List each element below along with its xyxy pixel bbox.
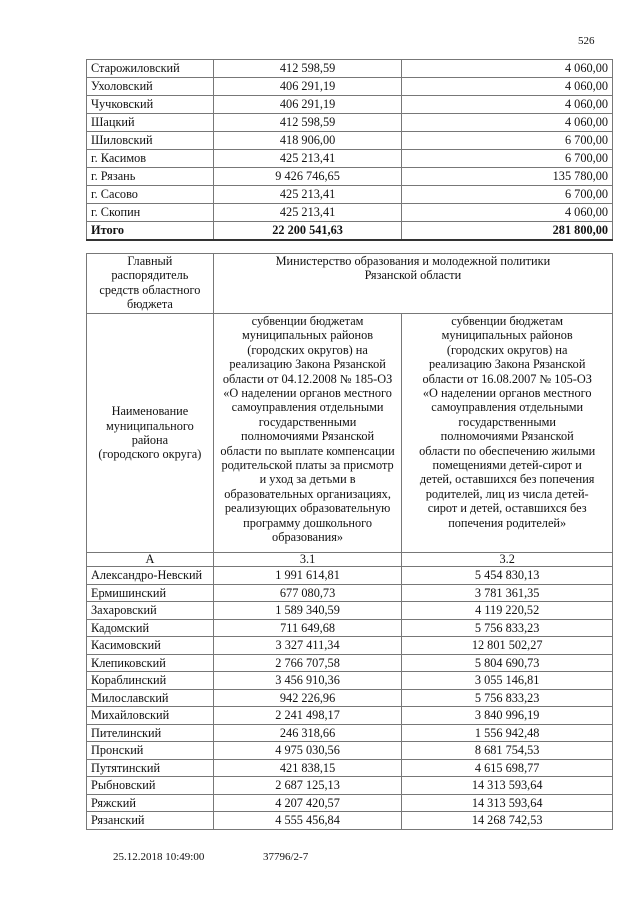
value-col-2: 5 804 690,73 — [402, 654, 613, 672]
distributor-label: Главный распорядитель средств областного бюджета — [87, 254, 214, 314]
value-col-1: 425 213,41 — [213, 150, 402, 168]
value-col-1: 677 080,73 — [213, 584, 402, 602]
value-col-2: 5 756 833,23 — [402, 619, 613, 637]
municipality-name: Чучковский — [87, 96, 214, 114]
value-col-1: 412 598,59 — [213, 114, 402, 132]
value-col-1: 406 291,19 — [213, 78, 402, 96]
top-table — [86, 59, 613, 241]
column-3-1-header: субвенции бюджетам муниципальных районов (городских округов) на реализацию Закона Рязанской области от 04.12.2008 № 185-ОЗ «О наделении органов местного самоуправления отдельными государственными полномочиями Рязанской области по выплате компенсации родительской платы за присмотр и уход за детьми в образовательных организациях, реализующих образовательную программу дошкольного образования» — [213, 314, 402, 553]
value-col-2: 4 060,00 — [402, 60, 613, 78]
table-row — [87, 584, 613, 602]
municipality-name: Клепиковский — [87, 654, 214, 672]
municipality-name: г. Скопин — [87, 204, 214, 222]
value-col-1: 246 318,66 — [213, 724, 402, 742]
value-col-1: 4 975 030,56 — [213, 742, 402, 760]
footer-doc-id: 37796/2-7 — [263, 851, 309, 863]
value-col-1: 4 555 456,84 — [213, 812, 402, 830]
value-col-1: 3 456 910,36 — [213, 672, 402, 690]
table-row — [87, 654, 613, 672]
value-col-2: 6 700,00 — [402, 186, 613, 204]
municipality-name: Милославский — [87, 689, 214, 707]
value-col-2: 4 060,00 — [402, 204, 613, 222]
subventions-table — [86, 253, 613, 830]
value-col-2: 135 780,00 — [402, 168, 613, 186]
municipality-name: Ухоловский — [87, 78, 214, 96]
municipality-name: Рыбновский — [87, 777, 214, 795]
table-row — [87, 96, 613, 114]
value-col-1: 22 200 541,63 — [213, 222, 402, 241]
value-col-2: 12 801 502,27 — [402, 637, 613, 655]
table-row — [87, 637, 613, 655]
municipality-name: Шиловский — [87, 132, 214, 150]
value-col-2: 3 781 361,35 — [402, 584, 613, 602]
value-col-2: 3 840 996,19 — [402, 707, 613, 725]
table-row — [87, 567, 613, 585]
table-row — [87, 689, 613, 707]
value-col-2: 14 313 593,64 — [402, 777, 613, 795]
value-col-2: 14 268 742,53 — [402, 812, 613, 830]
value-col-1: 418 906,00 — [213, 132, 402, 150]
index-3-2: 3.2 — [402, 553, 613, 567]
municipality-name: Кадомский — [87, 619, 214, 637]
value-col-2: 4 615 698,77 — [402, 759, 613, 777]
municipality-name: Рязанский — [87, 812, 214, 830]
value-col-2: 5 756 833,23 — [402, 689, 613, 707]
value-col-1: 2 241 498,17 — [213, 707, 402, 725]
value-col-2: 281 800,00 — [402, 222, 613, 241]
table-row — [87, 707, 613, 725]
value-col-1: 406 291,19 — [213, 96, 402, 114]
municipality-name: Александро-Невский — [87, 567, 214, 585]
value-col-2: 14 313 593,64 — [402, 794, 613, 812]
municipality-name: г. Сасово — [87, 186, 214, 204]
value-col-1: 9 426 746,65 — [213, 168, 402, 186]
table-row — [87, 742, 613, 760]
value-col-2: 8 681 754,53 — [402, 742, 613, 760]
table-row — [87, 619, 613, 637]
value-col-1: 2 766 707,58 — [213, 654, 402, 672]
column-index-row — [87, 553, 613, 567]
value-col-2: 4 060,00 — [402, 96, 613, 114]
table-row — [87, 812, 613, 830]
municipality-name: Ермишинский — [87, 584, 214, 602]
municipality-name-header: Наименование муниципального района (городского округа) — [87, 314, 214, 553]
index-a: А — [87, 553, 214, 567]
table-row — [87, 759, 613, 777]
page-number: 526 — [578, 35, 595, 47]
table-row — [87, 602, 613, 620]
value-col-1: 942 226,96 — [213, 689, 402, 707]
municipality-name: Кораблинский — [87, 672, 214, 690]
municipality-name: Касимовский — [87, 637, 214, 655]
municipality-name: Путятинский — [87, 759, 214, 777]
municipality-name: Ряжский — [87, 794, 214, 812]
value-col-1: 421 838,15 — [213, 759, 402, 777]
table-row — [87, 150, 613, 168]
value-col-1: 1 589 340,59 — [213, 602, 402, 620]
table-row — [87, 186, 613, 204]
table-row — [87, 78, 613, 96]
municipality-name: Михайловский — [87, 707, 214, 725]
value-col-1: 2 687 125,13 — [213, 777, 402, 795]
value-col-1: 3 327 411,34 — [213, 637, 402, 655]
footer-timestamp: 25.12.2018 10:49:00 — [113, 851, 205, 863]
value-col-2: 3 055 146,81 — [402, 672, 613, 690]
value-col-1: 425 213,41 — [213, 186, 402, 204]
table-row — [87, 724, 613, 742]
value-col-2: 4 119 220,52 — [402, 602, 613, 620]
value-col-2: 4 060,00 — [402, 78, 613, 96]
municipality-name: Пителинский — [87, 724, 214, 742]
municipality-name: Пронский — [87, 742, 214, 760]
value-col-1: 1 991 614,81 — [213, 567, 402, 585]
index-3-1: 3.1 — [213, 553, 402, 567]
value-col-2: 4 060,00 — [402, 114, 613, 132]
table-row — [87, 168, 613, 186]
table-row — [87, 114, 613, 132]
municipality-name: Шацкий — [87, 114, 214, 132]
header-row-columns — [87, 314, 613, 553]
value-col-2: 1 556 942,48 — [402, 724, 613, 742]
table-row — [87, 777, 613, 795]
value-col-1: 711 649,68 — [213, 619, 402, 637]
municipality-name: Старожиловский — [87, 60, 214, 78]
distributor-value: Министерство образования и молодежной политики Рязанской области — [213, 254, 612, 314]
total-row — [87, 222, 613, 241]
value-col-1: 425 213,41 — [213, 204, 402, 222]
table-row — [87, 794, 613, 812]
header-row-distributor — [87, 254, 613, 314]
table-row — [87, 672, 613, 690]
municipality-name: г. Касимов — [87, 150, 214, 168]
value-col-1: 412 598,59 — [213, 60, 402, 78]
column-3-2-header: субвенции бюджетам муниципальных районов (городских округов) на реализацию Закона Рязанской области от 16.08.2007 № 105-ОЗ «О наделении органов местного самоуправления отдельными государственными полномочиями Рязанской области по обеспечению жилыми помещениями детей-сирот и детей, оставшихся без попечения родителей, лиц из числа детей- сирот и детей, оставшихся без попечения родителей» — [402, 314, 613, 553]
municipality-name: Итого — [87, 222, 214, 241]
value-col-2: 5 454 830,13 — [402, 567, 613, 585]
value-col-2: 6 700,00 — [402, 150, 613, 168]
municipality-name: Захаровский — [87, 602, 214, 620]
value-col-1: 4 207 420,57 — [213, 794, 402, 812]
table-row — [87, 204, 613, 222]
municipality-name: г. Рязань — [87, 168, 214, 186]
table-row — [87, 60, 613, 78]
table-row — [87, 132, 613, 150]
value-col-2: 6 700,00 — [402, 132, 613, 150]
